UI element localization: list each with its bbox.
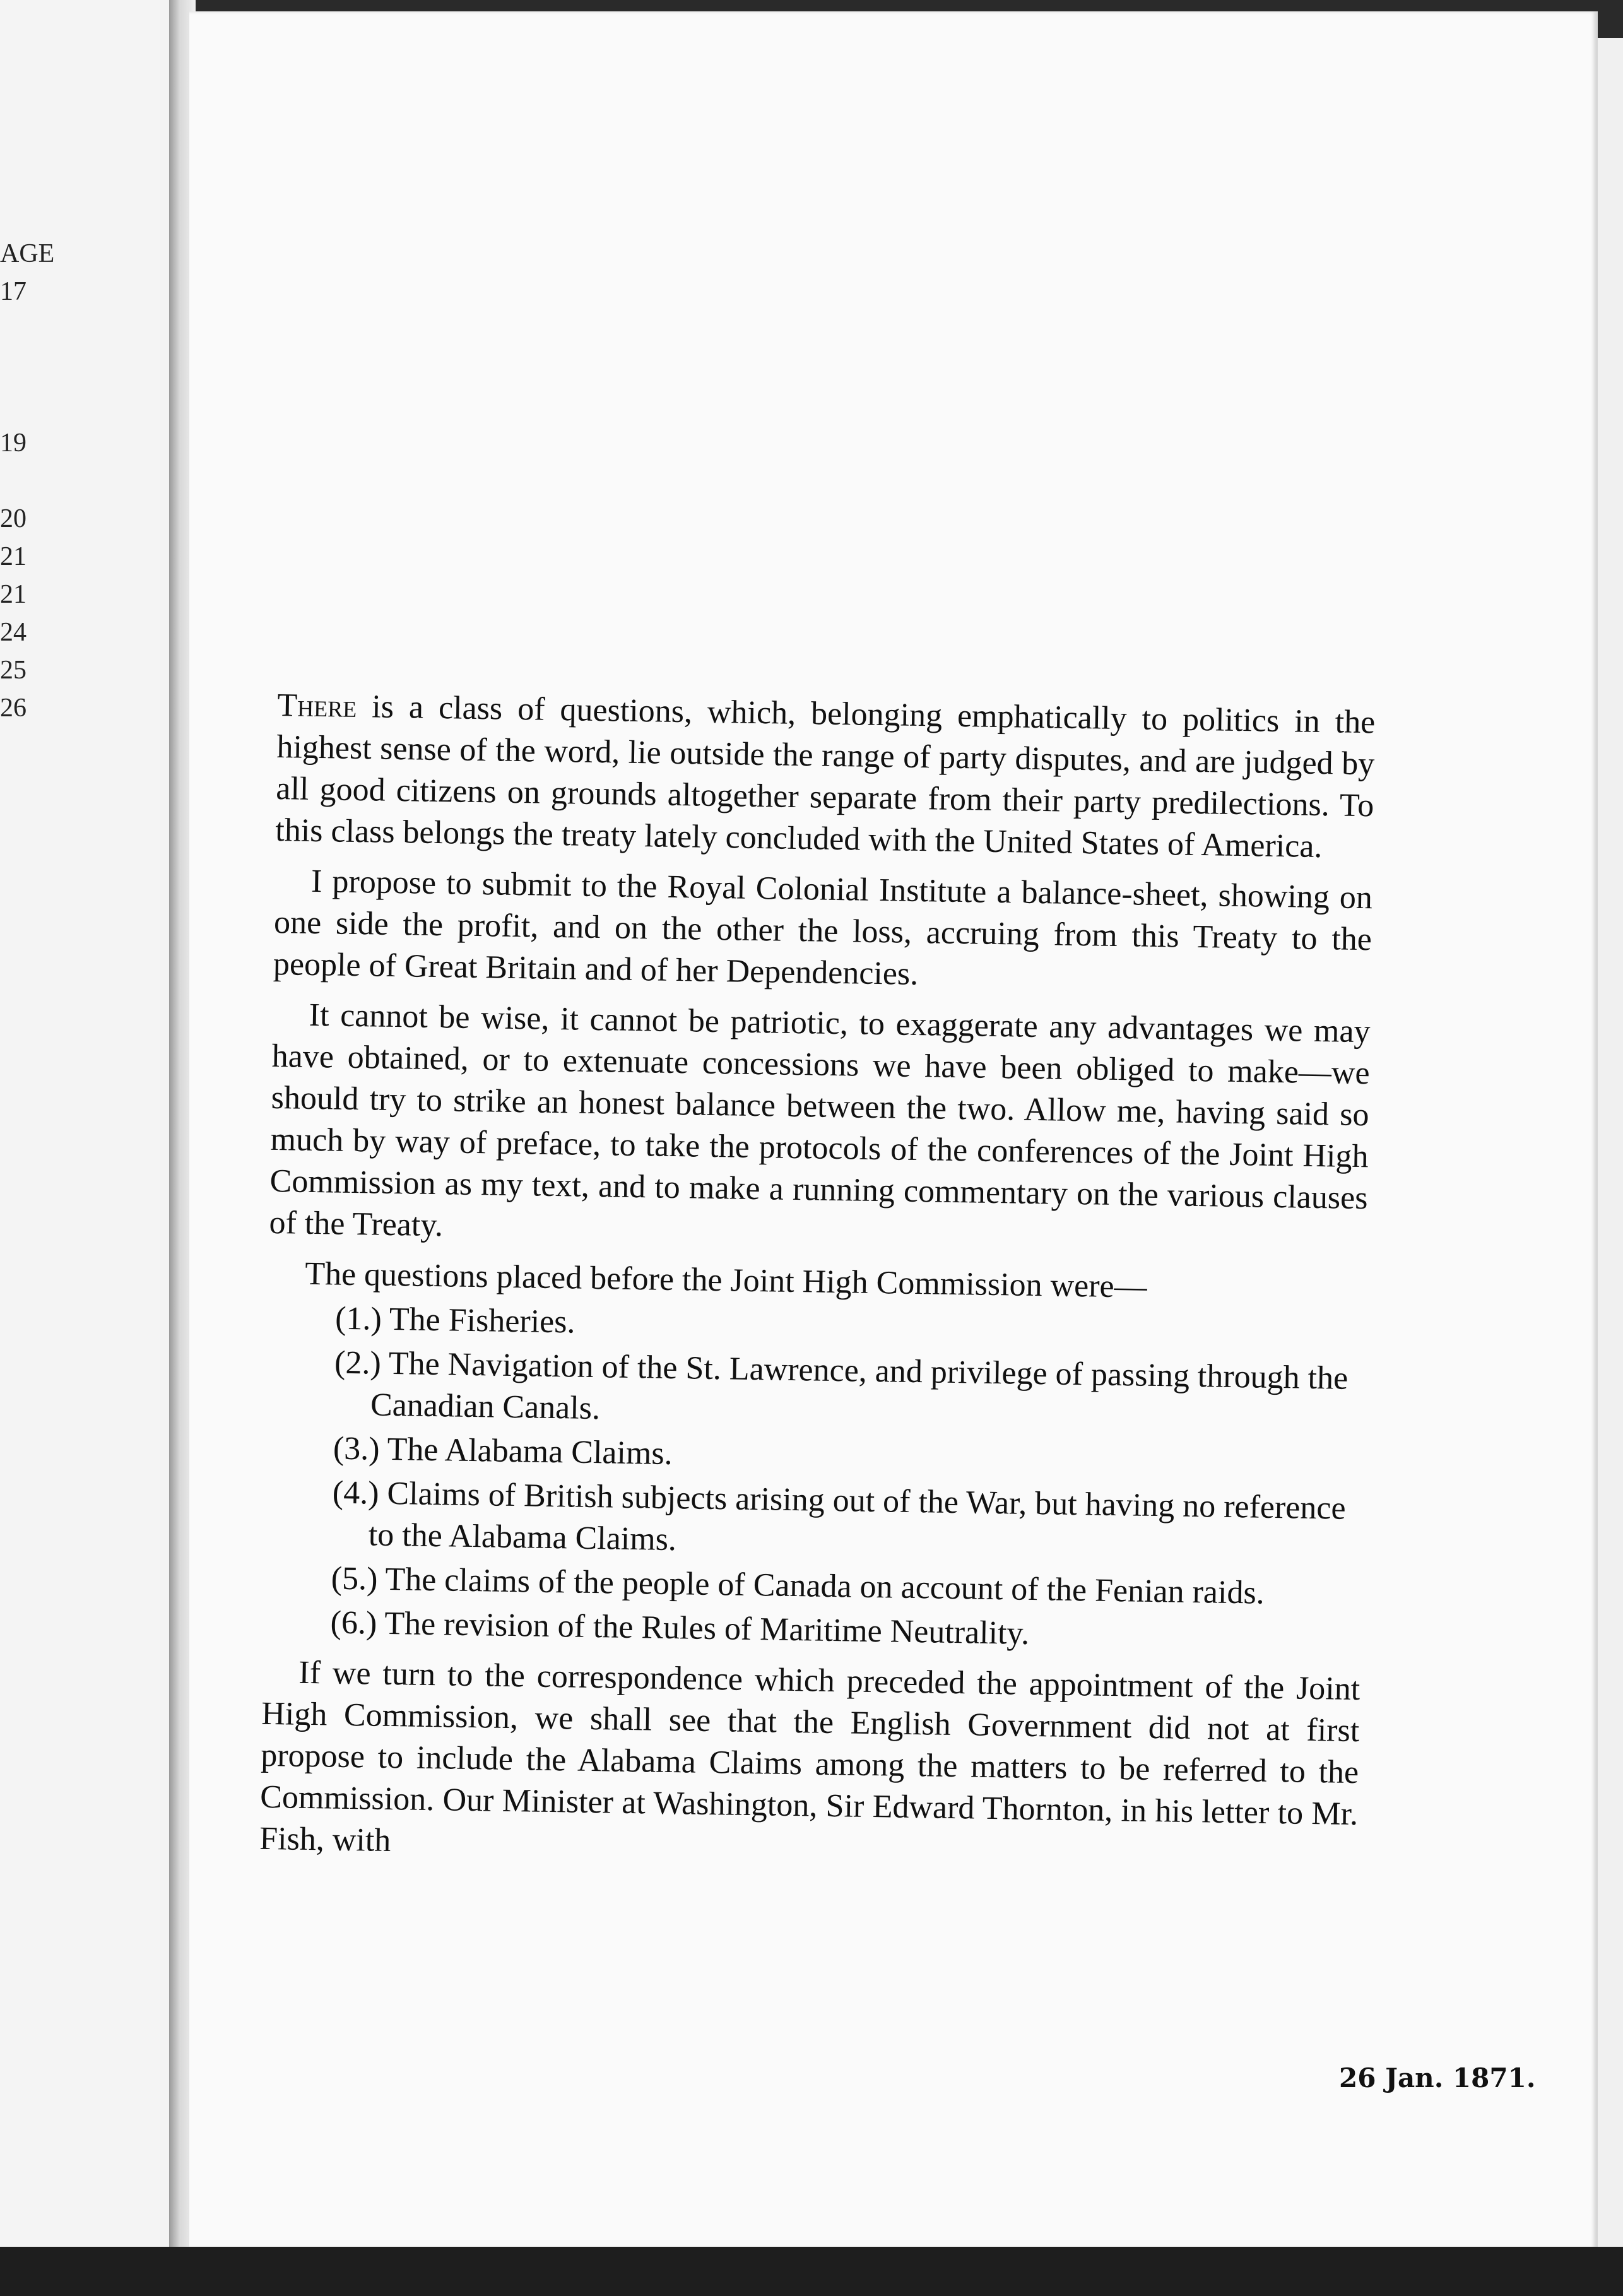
paragraph-1: [275, 685, 1376, 868]
page-number: 25: [0, 656, 27, 685]
paragraph-3: It cannot be wise, it cannot be patriotic, to exaggerate any advantages we may have obtained, or to extenuate concessions we have been obliged to make—we should try to strike an honest balance between the two. Allow me, having said so much by way of preface, to take the protocols of the conferences of the Joint High Commission as my text, and to make a running commentary on the various clauses of the Treaty.: [269, 997, 1371, 1244]
page-number: 21: [0, 542, 27, 571]
list-item: (6.) The revision of the Rules of Maritime Neutrality.: [330, 1604, 1030, 1652]
page-number: 26: [0, 694, 27, 723]
page-number: [0, 348, 57, 386]
page-number: 17: [0, 277, 27, 306]
list-item: (3.) The Alabama Claims.: [333, 1430, 673, 1472]
page-right-edge: [1598, 38, 1623, 2259]
page-number: [0, 462, 57, 500]
paragraph-1-text: is a class of questions, which, belonging emphatically to politics in the highest sense of the word, lie outside the range of party disputes, and are judged by all good citizens on grounds altogether separate from their party predilections. To this class belongs the treaty lately concluded with the United States of America.: [274, 688, 1376, 865]
scan-bottom-border: [0, 2247, 1623, 2296]
previous-page-header: AGE: [0, 239, 55, 268]
questions-list: [263, 1297, 1366, 1660]
page-number: 21: [0, 580, 27, 609]
list-item: (1.) The Fisheries.: [334, 1300, 575, 1340]
page-number: [0, 311, 57, 348]
page-number: 20: [0, 504, 27, 533]
previous-page-edge: [0, 0, 169, 2247]
margin-date-note: 26 Jan. 1871.: [1339, 2062, 1536, 2093]
list-item: (5.) The claims of the people of Canada on account of the Fenian raids.: [331, 1560, 1265, 1611]
page-number: 19: [0, 429, 27, 458]
lead-word: There: [277, 687, 357, 725]
page-number: [0, 386, 57, 424]
paragraph-4: The questions placed before the Joint High Commission were—: [304, 1255, 1148, 1305]
body-text: [259, 685, 1376, 1886]
paragraph-5: If we turn to the correspondence which preceded the appointment of the Joint High Commission, we shall see that the English Government did not at first propose to include the Alabama Claims among the matters to be referred to the Commission. Our Minister at Washington, Sir Edward Thornton, in his letter to Mr. Fish, with: [259, 1654, 1360, 1859]
page-number: 24: [0, 618, 27, 647]
previous-page-numbers: [0, 235, 57, 727]
paragraph-2: I propose to submit to the Royal Colonial Institute a balance-sheet, showing on one side the profit, and on the other the loss, accruing from this Treaty to the people of Great Britain and of her Dependencies.: [273, 863, 1373, 992]
list-item: (4.) Claims of British subjects arising out of the War, but having no reference to the Alabama Claims.: [332, 1474, 1346, 1558]
list-item: (2.) The Navigation of the St. Lawrence, and privilege of passing through the Canadian Canals.: [334, 1344, 1349, 1427]
